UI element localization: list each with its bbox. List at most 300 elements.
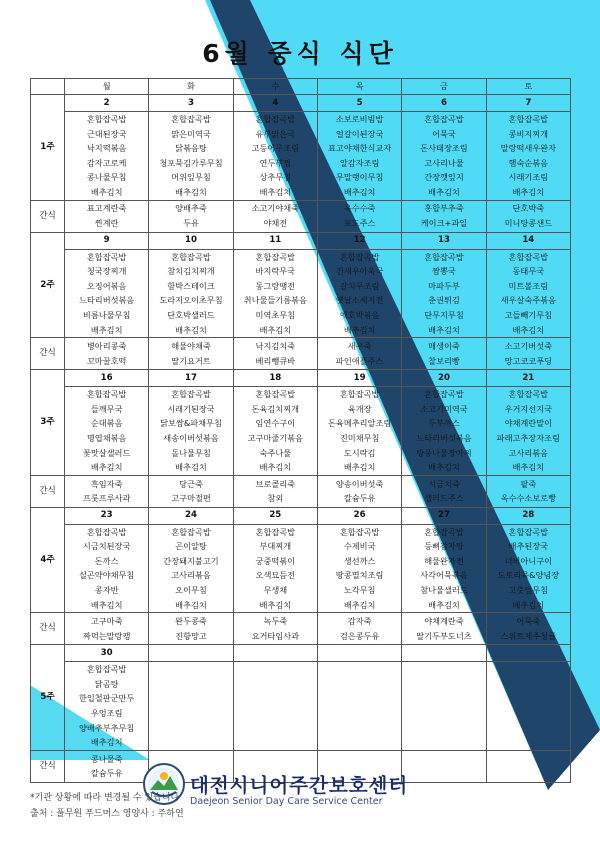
snack-item: 딸기요거트 (171, 355, 211, 366)
meal-item: 혼합잡곡밥 (424, 389, 464, 400)
meal-item: 배추김치 (90, 599, 123, 610)
meal-item: 간장깻잎지 (424, 172, 464, 183)
meal-item: 단무지무침 (424, 309, 464, 320)
meal-item: 고춧잎무침 (508, 585, 549, 596)
meal-item: 혼합잡곡밥 (86, 526, 127, 537)
meal-item: 미트볼조림 (508, 280, 549, 291)
meal-item: 배추김치 (428, 462, 460, 473)
date-row (31, 95, 571, 112)
meal-item: 생선까스 (343, 555, 376, 566)
snack-row (31, 475, 571, 507)
meal-item: 돌나물무침 (171, 447, 211, 458)
meal-item: 표고야채한식교자 (328, 143, 392, 154)
meal-cell (317, 524, 401, 613)
meal-item: 혼합잡곡밥 (86, 251, 127, 262)
meal-item: 얼갈이된장국 (335, 128, 384, 139)
snack-item: 양배추죽 (175, 203, 207, 214)
meal-item: 혼합잡곡밥 (86, 389, 127, 400)
change-notice: *기관 상황에 따라 변경될 수 있습니다 (30, 793, 180, 803)
meal-item: 닭볶음탕 (175, 143, 207, 154)
snack-item: 프룻프루사과 (82, 493, 131, 504)
meal-item: 혼합잡곡밥 (171, 389, 211, 400)
snack-item: 칼슘두유 (90, 768, 123, 779)
meal-cell (65, 387, 149, 476)
meal-item: 혼합잡곡밥 (339, 526, 380, 537)
date-cell: 9 (65, 232, 149, 249)
week-label: 2주 (31, 232, 65, 338)
meal-item: 실곤약야채무침 (78, 570, 135, 581)
snack-item: 샐러드주스 (424, 493, 464, 504)
meal-item: 참나물샐러드 (420, 585, 468, 596)
date-cell: 21 (486, 370, 570, 387)
meal-item: 혼합잡곡밥 (508, 251, 549, 262)
snack-cell (486, 338, 570, 370)
center-name: 대전시니어주간보호센터 (190, 774, 409, 797)
date-cell (149, 645, 233, 662)
meal-item: 배추김치 (512, 186, 545, 197)
snack-item: 찰보리빵 (428, 355, 460, 366)
meal-item: 곤이알탕 (175, 541, 207, 552)
week-label: 5주 (31, 645, 65, 751)
meal-item: 숙주나물 (259, 447, 292, 458)
meal-cell (233, 249, 317, 338)
meal-item: 간장돼지불고기 (163, 555, 219, 566)
meal-item: 시금치된장국 (82, 541, 131, 552)
snack-label: 간식 (31, 338, 65, 370)
date-cell: 7 (486, 95, 570, 112)
meal-item: 혼합잡곡밥 (86, 114, 127, 124)
meal-item: 배추김치 (512, 462, 545, 473)
meal-item: 배추김치 (343, 324, 376, 335)
meal-item: 돈육메추리알조림 (328, 418, 392, 429)
snack-item: 양송이버섯죽 (335, 478, 384, 489)
meal-item: 연두부찜 (259, 157, 292, 168)
meal-item: 단호박샐러드 (167, 309, 215, 320)
snack-item: 포도주스 (343, 218, 376, 229)
meal-cell (233, 387, 317, 476)
snack-item: 홍합부추죽 (424, 203, 464, 214)
snack-item: 옥수수죽 (343, 203, 376, 214)
meal-item: 혼합잡곡밥 (424, 526, 464, 537)
meal-item: 도라지오이초무침 (159, 295, 223, 306)
date-cell: 24 (149, 507, 233, 524)
snack-cell (486, 613, 570, 645)
meal-item: 오징어볶음 (86, 280, 127, 291)
meal-item: 배추김치 (90, 737, 123, 748)
meal-item: 고사리볶음 (171, 570, 211, 581)
meal-item: 노각무침 (343, 585, 376, 596)
meal-item: 배추김치 (90, 324, 123, 335)
meal-item: 콩비지찌개 (508, 128, 549, 139)
snack-cell (149, 613, 233, 645)
snack-cell (65, 613, 149, 645)
date-cell: 6 (402, 95, 486, 112)
meal-item: 마파두부 (428, 280, 460, 291)
date-row (31, 645, 571, 662)
snack-cell (65, 475, 149, 507)
date-cell (317, 645, 401, 662)
date-cell: 27 (402, 507, 486, 524)
snack-item: 짜먹는말랑캥 (82, 630, 131, 641)
meal-item: 소고기미역국 (420, 403, 468, 414)
meal-item: 머위잎무침 (171, 172, 211, 183)
snack-item: 찐계란 (94, 218, 119, 229)
snack-cell (317, 338, 401, 370)
date-cell: 18 (233, 370, 317, 387)
meal-item: 배추김치 (259, 599, 292, 610)
snack-item: 새우죽 (347, 341, 372, 352)
snack-label: 간식 (31, 613, 65, 645)
corner-cell (31, 79, 65, 95)
date-cell: 14 (486, 232, 570, 249)
snack-item: 진항망고 (175, 630, 207, 641)
meal-item: 부대찌개 (259, 541, 292, 552)
meal-item: 혼합잡곡밥 (171, 251, 211, 262)
meal-item: 근대된장국 (86, 128, 127, 139)
date-cell: 11 (233, 232, 317, 249)
day-header: 수 (233, 79, 317, 95)
menu-table (30, 78, 571, 783)
meal-item: 꽃맛살샐러드 (82, 447, 131, 458)
meal-item: 진미채무침 (339, 432, 380, 443)
meal-item: 햄숙순볶음 (508, 157, 549, 168)
meal-cell (149, 662, 233, 751)
meal-item: 돈육김치찌개 (251, 403, 300, 414)
meal-item: 배추김치 (90, 186, 123, 197)
meal-item: 무생채 (263, 585, 288, 596)
meal-item: 고사리볶음 (508, 447, 549, 458)
meal-item: 닭보쌈&파채무침 (160, 418, 222, 429)
date-cell: 20 (402, 370, 486, 387)
snack-item: 두유 (183, 218, 199, 229)
snack-cell (149, 200, 233, 232)
week-label: 3주 (31, 370, 65, 476)
meal-cell (402, 387, 486, 476)
snack-item: 옥수수소보로빵 (500, 493, 556, 504)
meal-item: 취나물들기름볶음 (243, 295, 307, 306)
meal-cell (65, 112, 149, 201)
meal-item: 낙지떡볶음 (86, 143, 127, 154)
snack-item: 스위트제주청귤 (500, 630, 556, 641)
meal-item: 수제비국 (343, 541, 376, 552)
center-name-english: Daejeon Senior Day Care Service Center (190, 796, 383, 807)
meal-item: 혼합잡곡밥 (255, 389, 296, 400)
snack-item: 콩나물죽 (90, 753, 123, 764)
meal-item: 알감자조림 (339, 157, 380, 168)
meal-cell (486, 112, 570, 201)
snack-cell (149, 475, 233, 507)
meal-item: 궁중떡볶이 (255, 555, 296, 566)
meal-row (31, 249, 571, 338)
snack-item: 베리뺑큐바 (255, 355, 296, 366)
meal-item: 땅콩멸치조림 (335, 570, 384, 581)
snack-item: 칼슘두유 (343, 493, 376, 504)
meal-item: 청국장찌개 (86, 266, 127, 277)
snack-cell (233, 475, 317, 507)
meal-item: 배추김치 (343, 599, 376, 610)
meal-item: 우거지선지국 (504, 403, 553, 414)
meal-item: 소보로비빔밥 (335, 114, 384, 124)
meal-item: 혼합잡곡밥 (424, 114, 464, 124)
meal-item: 고등어무조림 (251, 143, 300, 154)
meal-item: 건새우아욱국 (335, 266, 384, 277)
meal-item: 새우살숙주볶음 (500, 295, 556, 306)
day-header: 화 (149, 79, 233, 95)
meal-item: 육개장 (347, 403, 372, 414)
snack-item: 녹두죽 (263, 616, 288, 627)
snack-item: 해물야채죽 (171, 341, 211, 352)
snack-item: 매생이죽 (428, 341, 460, 352)
snack-cell (402, 475, 486, 507)
meal-item: 말랑떡새우완자 (500, 143, 556, 154)
meal-item: 배추김치 (428, 186, 460, 197)
week-label: 1주 (31, 95, 65, 201)
meal-item: 어묵국 (432, 128, 456, 139)
meal-item: 콩자반 (94, 585, 119, 596)
meal-cell (486, 662, 570, 751)
meal-cell (486, 524, 570, 613)
meal-item: 시래기조림 (508, 172, 549, 183)
meal-cell (233, 112, 317, 201)
meal-row (31, 112, 571, 201)
snack-item: 단호박죽 (512, 203, 545, 214)
snack-item: 시금치죽 (428, 478, 460, 489)
day-header: 목 (317, 79, 401, 95)
meal-item: 비름나물무침 (82, 309, 131, 320)
meal-item: 새송이버섯볶음 (163, 432, 219, 443)
meal-item: 고사리나물 (424, 157, 464, 168)
meal-item: 배추김치 (428, 324, 460, 335)
meal-item: 오이무침 (175, 585, 207, 596)
snack-item: 감자죽 (347, 616, 372, 627)
snack-item: 딸기두부도너츠 (416, 630, 472, 641)
meal-item: 시래기된장국 (167, 403, 215, 414)
meal-cell (149, 112, 233, 201)
meal-item: 참치김치찌개 (167, 266, 215, 277)
snack-cell (402, 338, 486, 370)
meal-item: 갈치무조림 (339, 280, 380, 291)
day-header-row (31, 79, 571, 95)
date-cell: 12 (317, 232, 401, 249)
snack-cell (402, 613, 486, 645)
snack-cell (486, 200, 570, 232)
snack-cell (317, 200, 401, 232)
meal-item: 맑은미역국 (171, 128, 211, 139)
snack-cell (233, 338, 317, 370)
day-header: 토 (486, 79, 570, 95)
meal-item: 배추김치 (343, 462, 376, 473)
meal-item: 옛날소세지전 (335, 295, 384, 306)
meal-item: 들깨무국 (90, 403, 123, 414)
snack-item: 브로콜리죽 (255, 478, 296, 489)
source-note: 출처 : 풀무원 푸드머스 영양사 : 주하연 (30, 809, 184, 819)
meal-item: 배추김치 (259, 186, 292, 197)
meal-item: 무말랭이무침 (335, 172, 384, 183)
meal-item: 혼합잡곡밥 (508, 114, 549, 124)
snack-cell (402, 200, 486, 232)
snack-item: 꼬마꿀호떡 (86, 355, 127, 366)
snack-item: 망고코코푸딩 (504, 355, 553, 366)
meal-item: 등뼈감자탕 (424, 541, 464, 552)
meal-item: 배추김치 (175, 324, 207, 335)
meal-item: 파래고추장자조림 (496, 432, 560, 443)
meal-item: 사각어묵볶음 (420, 570, 468, 581)
meal-item: 순대볶음 (90, 418, 123, 429)
date-cell (402, 645, 486, 662)
meal-row (31, 387, 571, 476)
snack-item: 요거타임사과 (251, 630, 300, 641)
snack-cell (402, 750, 486, 782)
meal-item: 도토리묵&양념장 (497, 570, 560, 581)
meal-item: 느타리버섯볶음 (78, 295, 135, 306)
snack-item: 야채계란죽 (424, 616, 464, 627)
meal-cell (317, 112, 401, 201)
snack-item: 팥죽 (520, 478, 537, 489)
snack-label: 간식 (31, 475, 65, 507)
meal-item: 두부까스 (428, 418, 460, 429)
meal-item: 임연수구이 (255, 418, 296, 429)
date-cell: 25 (233, 507, 317, 524)
meal-item: 돈사태장조림 (420, 143, 468, 154)
snack-cell (317, 613, 401, 645)
meal-item: 고구마줄기볶음 (247, 432, 303, 443)
snack-cell (65, 750, 149, 782)
meal-item: 배추김치 (343, 186, 376, 197)
meal-cell (149, 387, 233, 476)
date-cell: 26 (317, 507, 401, 524)
meal-item: 배추된장국 (508, 541, 549, 552)
meal-item: 혼합잡곡밥 (339, 251, 380, 262)
snack-item: 병아리콩죽 (86, 341, 127, 352)
meal-item: 혼합잡곡밥 (255, 251, 296, 262)
date-cell: 19 (317, 370, 401, 387)
date-cell: 13 (402, 232, 486, 249)
date-cell: 28 (486, 507, 570, 524)
meal-item: 명엽채볶음 (86, 432, 127, 443)
meal-item: 배추김치 (259, 462, 292, 473)
page-title: 6월 중식 식단 (202, 39, 398, 68)
meal-cell (486, 249, 570, 338)
snack-cell (233, 200, 317, 232)
snack-cell (317, 475, 401, 507)
meal-item: 배추김치 (428, 599, 460, 610)
snack-item: 당근죽 (179, 478, 203, 489)
snack-label: 간식 (31, 200, 65, 232)
meal-cell (402, 112, 486, 201)
snack-label: 간식 (31, 750, 65, 782)
meal-item: 유부맑은국 (255, 128, 296, 139)
meal-item: 춘권튀김 (428, 295, 460, 306)
date-row (31, 507, 571, 524)
snack-cell (65, 338, 149, 370)
meal-item: 닭곰탕 (94, 678, 119, 689)
date-cell: 5 (317, 95, 401, 112)
snack-item: 검은콩두유 (339, 630, 380, 641)
meal-item: 혼합잡곡밥 (508, 389, 549, 400)
meal-item: 상추무침 (259, 172, 292, 183)
meal-item: 미역초무침 (255, 309, 296, 320)
meal-item: 고들빼기무침 (504, 309, 553, 320)
meal-item: 배추김치 (175, 599, 207, 610)
snack-item: 파인애플주스 (335, 355, 384, 366)
meal-item: 한입철판군만두 (78, 693, 135, 704)
week-label: 4주 (31, 507, 65, 613)
snack-item: 케이크+과일 (420, 218, 468, 229)
snack-cell (149, 338, 233, 370)
meal-item: 감자고로케 (86, 157, 127, 168)
snack-row (31, 613, 571, 645)
meal-item: 배추김치 (90, 462, 123, 473)
meal-item: 혼합잡곡밥 (255, 526, 296, 537)
snack-item: 소고기버섯죽 (504, 341, 553, 352)
date-cell: 17 (149, 370, 233, 387)
snack-cell (486, 750, 570, 782)
meal-item: 느타리버섯볶음 (416, 432, 472, 443)
date-cell: 16 (65, 370, 149, 387)
meal-cell (65, 524, 149, 613)
snack-item: 흑임자죽 (90, 478, 123, 489)
snack-item: 고구마죽 (90, 616, 123, 627)
meal-item: 동태무국 (512, 266, 545, 277)
meal-item: 배추김치 (175, 186, 207, 197)
meal-cell (149, 524, 233, 613)
snack-cell (486, 475, 570, 507)
meal-cell (402, 249, 486, 338)
snack-item: 소고기야채죽 (251, 203, 300, 214)
meal-item: 바지락무국 (255, 266, 296, 277)
meal-cell (317, 249, 401, 338)
snack-row (31, 200, 571, 232)
meal-cell (317, 387, 401, 476)
snack-item: 고구마절편 (171, 493, 211, 504)
meal-item: 짬뽕국 (432, 266, 456, 277)
meal-item: 혼합잡곡밥 (508, 526, 549, 537)
date-row (31, 232, 571, 249)
meal-item: 혼합잡곡밥 (339, 389, 380, 400)
meal-cell (486, 387, 570, 476)
date-cell (486, 645, 570, 662)
meal-item: 혼합잡곡밥 (424, 251, 464, 262)
snack-row (31, 338, 571, 370)
meal-item: 오색묘듬전 (255, 570, 296, 581)
meal-item: 양배추부추무침 (78, 722, 135, 733)
meal-item: 함박스테이크 (167, 280, 215, 291)
meal-cell (402, 662, 486, 751)
meal-item: 배추김치 (259, 324, 292, 335)
meal-cell (233, 524, 317, 613)
date-cell: 23 (65, 507, 149, 524)
meal-item: 해물완자전 (424, 555, 464, 566)
meal-item: 배추김치 (175, 462, 207, 473)
snack-item: 완두콩죽 (175, 616, 207, 627)
date-cell: 3 (149, 95, 233, 112)
meal-cell (149, 249, 233, 338)
meal-row (31, 662, 571, 751)
snack-cell (65, 200, 149, 232)
meal-cell (317, 662, 401, 751)
date-cell: 2 (65, 95, 149, 112)
meal-item: 혼합잡곡밥 (171, 526, 211, 537)
meal-item: 너비아니구이 (504, 555, 553, 566)
meal-item: 야채계란말이 (504, 418, 553, 429)
snack-item: 참외 (267, 493, 284, 504)
meal-cell (65, 662, 149, 751)
meal-item: 방풍나물장아찌 (416, 447, 472, 458)
snack-item: 어묵죽 (516, 616, 541, 627)
meal-cell (65, 249, 149, 338)
day-header: 금 (402, 79, 486, 95)
meal-item: 혼합잡곡밥 (171, 114, 211, 124)
